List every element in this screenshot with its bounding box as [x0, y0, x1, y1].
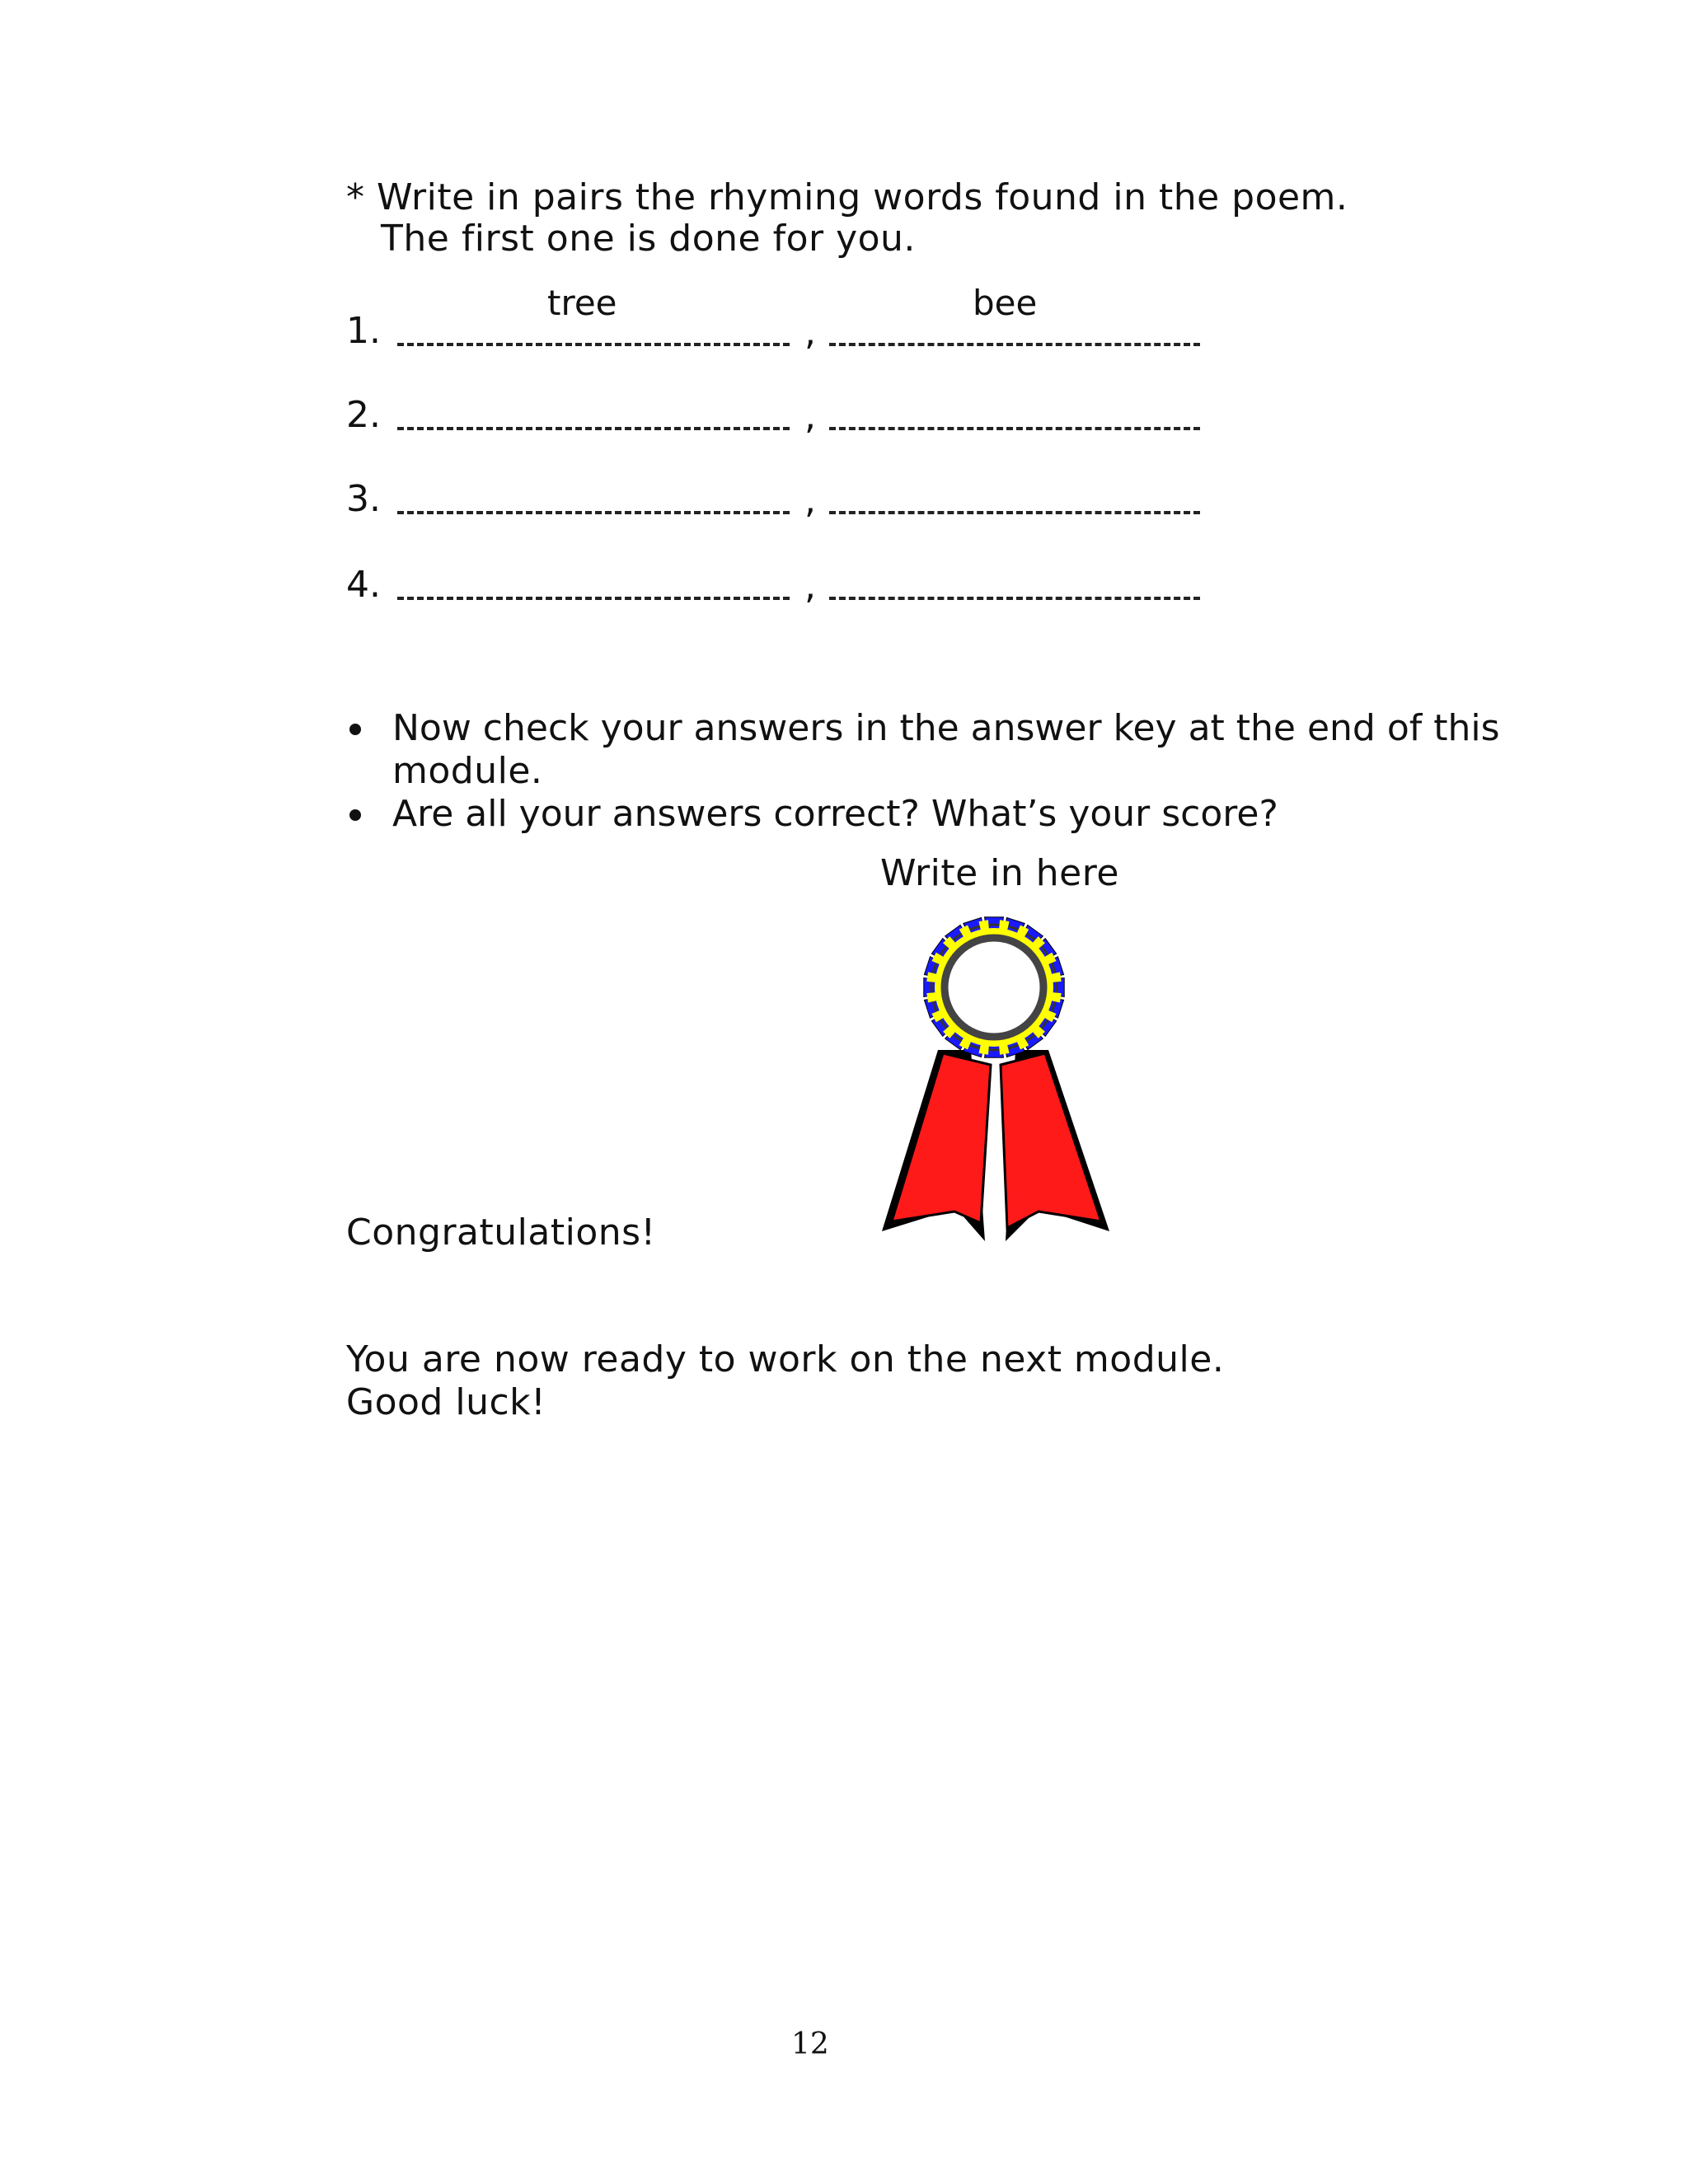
award-ribbon-icon: [874, 895, 1113, 1241]
answer-blank-2[interactable]: [829, 593, 1200, 600]
rosette-center: [945, 938, 1043, 1037]
instruction-line-2: The first one is done for you.: [381, 218, 916, 260]
answer-blank-2[interactable]: [829, 424, 1200, 430]
bullet-dot: [349, 724, 361, 735]
score-label: Write in here: [880, 852, 1119, 894]
answer-word-2: bee: [973, 283, 1038, 323]
rhyme-pair-row: [346, 283, 1212, 359]
answer-blank-1[interactable]: [397, 340, 790, 346]
page-number: 12: [791, 2027, 829, 2061]
pair-separator: ,: [804, 396, 816, 438]
row-number: 4.: [346, 564, 381, 606]
pair-separator: ,: [804, 565, 816, 607]
bullet-text: Are all your answers correct? What’s your score?: [392, 793, 1278, 835]
congratulations-text: Congratulations!: [346, 1212, 656, 1254]
ribbon-tail-right: [1001, 1053, 1101, 1228]
answer-blank-1[interactable]: [397, 508, 790, 514]
answer-blank-1[interactable]: [397, 424, 790, 430]
rhyme-pair-row: [346, 478, 1212, 527]
bullet-text: Now check your answers in the answer key at the end of this: [392, 707, 1500, 749]
closing-line-2: Good luck!: [346, 1381, 546, 1423]
answer-blank-2[interactable]: [829, 508, 1200, 514]
row-number: 3.: [346, 478, 381, 520]
ribbon-tail-left: [892, 1053, 991, 1223]
bullet-dot: [349, 809, 361, 821]
row-number: 1.: [346, 310, 381, 352]
row-number: 2.: [346, 394, 381, 436]
rhyme-pair-row: [346, 394, 1212, 443]
answer-word-1: tree: [547, 283, 617, 323]
answer-blank-1[interactable]: [397, 593, 790, 600]
pair-separator: ,: [804, 480, 816, 522]
answer-blank-2[interactable]: [829, 340, 1200, 346]
closing-line-1: You are now ready to work on the next module.: [346, 1338, 1225, 1380]
rhyme-pair-row: [346, 564, 1212, 613]
instruction-line-1: * Write in pairs the rhyming words found in the poem.: [346, 176, 1348, 218]
pair-separator: ,: [804, 312, 816, 354]
bullet-text-continued: module.: [392, 750, 543, 792]
